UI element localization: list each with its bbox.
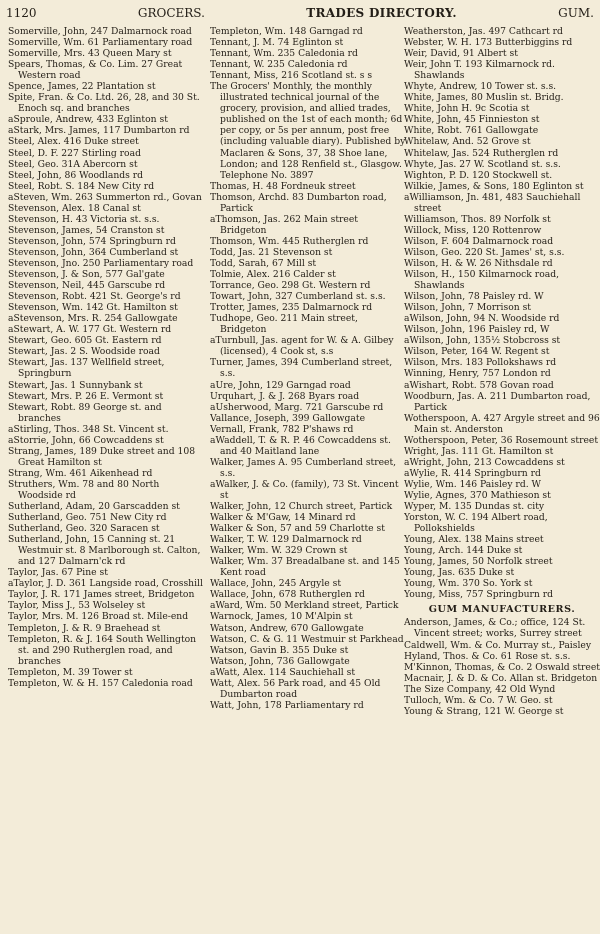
directory-entry: Wylie, Agnes, 370 Mathieson st [404, 489, 551, 501]
directory-entry: Stevenson, Robt. 421 St. George's rd [8, 291, 181, 303]
directory-entry: Weatherston, Jas. 497 Cathcart rd [404, 26, 563, 37]
directory-entry: Templeton, Wm. 148 Garngad rd [210, 26, 363, 37]
directory-entry: Stewart, Robt. 89 George st. and branches [8, 401, 162, 424]
directory-entry: Stevenson, John, 364 Cumberland st [8, 246, 179, 258]
directory-entry: Warnock, James, 10 M'Alpin st [210, 611, 353, 623]
directory-entry: aSteven, Wm. 263 Summerton rd., Govan [8, 191, 202, 203]
directory-entry: Somerville, Mrs. 43 Queen Mary st [8, 48, 172, 60]
gum-manufacturer-entry: Caldwell, Wm. & Co. Murray st., Paisley [404, 639, 592, 651]
directory-entry: Strang, James, 189 Duke street and 108 Great Hamilton st [8, 445, 196, 468]
gum-manufacturer-entry: Anderson, James, & Co.; office, 124 St. Vincent street; works, Surrey street [404, 617, 586, 640]
directory-entry: aUsherwood, Marg. 721 Garscube rd [210, 401, 384, 413]
directory-entry: Steel, D. F. 227 Stirling road [8, 147, 141, 159]
directory-entry: Watt, Alex. 56 Park road, and 45 Old Dumbarton road [210, 677, 381, 700]
directory-entry: Watt, John, 178 Parliamentary rd [210, 699, 364, 711]
directory-entry: aWylie, R. 414 Springburn rd [404, 467, 541, 479]
section-heading: GUM MANUFACTURERS. [428, 604, 576, 616]
directory-entry: Wright, Jas. 111 Gt. Hamilton st [404, 445, 554, 457]
directory-entry: Stewart, Mrs. P. 26 E. Vermont st [8, 390, 164, 402]
directory-entry: Watson, Gavin B. 355 Duke st [210, 644, 349, 656]
directory-entry: Wilkie, James, & Sons, 180 Eglinton st [404, 180, 584, 192]
directory-entry: Somerville, Wm. 61 Parliamentary road [8, 37, 193, 49]
directory-entry: Sutherland, Geo. 751 New City rd [8, 512, 167, 524]
directory-entry: Stevenson, Jno. 250 Parliamentary road [8, 257, 194, 269]
directory-entry: Young, James, 50 Norfolk street [404, 556, 553, 568]
directory-entry: Stevenson, Alex. 18 Canal st [8, 202, 141, 214]
directory-entry: Watson, John, 736 Gallowgate [210, 655, 350, 667]
directory-entry: Winning, Henry, 757 London rd [404, 368, 551, 380]
directory-entry: aStevenson, Mrs. R. 254 Gallowgate [8, 313, 178, 325]
directory-entry: Walker & Son, 57 and 59 Charlotte st [210, 523, 385, 535]
directory-entry: aWilson, John, 135½ Stobcross st [404, 335, 561, 347]
directory-entry: Wilson, John, 7 Morrison st [404, 302, 531, 314]
directory-entry: Stewart, Jas. 1 Sunnybank st [8, 379, 143, 391]
directory-entry: Somerville, John, 247 Dalmarnock road [8, 26, 192, 37]
directory-entry: Walker, James A. 95 Cumberland street, s.s. [210, 456, 397, 479]
directory-entry: Whyte, Andrew, 10 Tower st. s.s. [404, 81, 557, 93]
directory-entry: Wilson, F. 604 Dalmarnock road [404, 235, 554, 247]
directory-entry: aStorrie, John, 66 Cowcaddens st [8, 434, 164, 446]
gum-manufacturer-entry: The Size Company, 42 Old Wynd [404, 683, 556, 695]
directory-entry: aWatt, Alex. 114 Sauchiehall st [210, 666, 356, 678]
directory-entry: Whitelaw, Jas. 524 Rutherglen rd [404, 147, 559, 159]
directory-entry: Stevenson, H. 43 Victoria st. s.s. [8, 213, 160, 225]
directory-entry: Urquhart, J. & J. 268 Byars road [210, 390, 360, 402]
directory-entry: Wilson, John, 196 Paisley rd, W [404, 324, 550, 336]
directory-entry: Templeton, M. 39 Tower st [8, 666, 133, 678]
directory-entry: Wilson, Peter, 164 W. Regent st [404, 346, 550, 358]
gum-manufacturer-entry: M'Kinnon, Thomas, & Co. 2 Oswald street [404, 661, 600, 673]
directory-entry: White, James, 80 Muslin st. Bridg. [404, 92, 564, 104]
directory-entry: Templeton, W. & H. 157 Caledonia road [8, 677, 193, 689]
directory-entry: Trotter, James, 235 Dalmarnock rd [210, 302, 373, 314]
directory-entry: Weir, John T. 193 Kilmarnock rd. Shawlands [404, 59, 555, 82]
directory-entry: aTaylor, J. D. 361 Langside road, Crosshill [8, 578, 203, 590]
directory-entry: aWilson, John, 94 N. Woodside rd [404, 313, 560, 325]
directory-entry: Whyte, Jas. 27 W. Scotland st. s.s. [404, 158, 561, 170]
directory-entry: Thomas, H. 48 Fordneuk street [210, 180, 356, 192]
directory-entry: Struthers, Wm. 78 and 80 North Woodside rd [8, 478, 160, 501]
gum-manufacturer-entry: Hyland, Thos. & Co. 61 Rose st. s.s. [404, 650, 571, 662]
directory-entry: Taylor, Mrs. M. 126 Broad st. Mile-end [8, 611, 189, 623]
directory-entry: aWalker, J. & Co. (family), 73 St. Vincent st [210, 478, 399, 501]
directory-entry: Woodburn, Jas. A. 211 Dumbarton road, Partick [404, 390, 591, 413]
directory-entry: Steel, John, 86 Woodlands rd [8, 169, 144, 181]
directory-entry: aStirling, Thos. 348 St. Vincent st. [8, 423, 169, 435]
directory-entry: aThomson, Jas. 262 Main street Bridgeton [210, 213, 358, 236]
gum-manufacturer-entry: Young & Strang, 121 W. George st [404, 705, 564, 717]
directory-entry: Wotherspoon, A. 427 Argyle street and 96 Main st. Anderston [404, 412, 600, 435]
directory-entry: Walker & M'Gaw, 14 Minard rd [210, 512, 356, 524]
directory-entry: Stewart, Jas. 2 S. Woodside road [8, 346, 160, 358]
directory-entry: Watson, C. & G. 11 Westmuir st Parkhead [210, 633, 404, 645]
directory-entry: Steel, Alex. 416 Duke street [8, 136, 139, 148]
directory-entry: aUre, John, 129 Garngad road [210, 379, 351, 391]
directory-entry: aWaddell, T. & R. P. 46 Cowcaddens st. and 40 Maitland lane [210, 434, 391, 457]
directory-entry: Weir, David, 91 Albert st [404, 48, 518, 60]
directory-entry: Willock, Miss, 120 Rottenrow [404, 224, 542, 236]
column-2 [210, 26, 406, 926]
directory-entry: Taylor, J. R. 171 James street, Bridgeton [8, 589, 195, 601]
directory-entry: Stevenson, John, 574 Springburn rd [8, 235, 176, 247]
page-number: 1120 [6, 6, 37, 20]
directory-entry: aStark, Mrs. James, 117 Dumbarton rd [8, 125, 190, 137]
directory-entry: Whitelaw, And. 52 Grove st [404, 136, 531, 148]
directory-entry: Stewart, Jas. 137 Wellfield street, Springburn [8, 357, 165, 380]
directory-entry: White, John, 45 Finnieston st [404, 114, 540, 126]
directory-entry: Sutherland, John, 15 Canning st. 21 Westmuir st. 8 Marlborough st. Calton, and 127 Dalmarn'ck rd [8, 534, 201, 568]
directory-entry: Young, Wm. 370 So. York st [404, 578, 533, 590]
directory-entry: Tennant, J. M. 74 Eglinton st [210, 37, 344, 49]
directory-entry: Vernall, Frank, 782 P'shaws rd [210, 423, 354, 435]
directory-entry: aWishart, Robt. 578 Govan road [404, 379, 554, 391]
directory-entry: Templeton, R. & J. 164 South Wellington st. and 290 Rutherglen road, and branches [8, 633, 197, 667]
directory-entry: Wighton, P. D. 120 Stockwell st. [404, 169, 553, 181]
directory-entry: Steel, Geo. 31A Abercorn st [8, 158, 138, 170]
directory-entry: Sutherland, Geo. 320 Saracen st [8, 523, 160, 535]
directory-entry: Sutherland, Adam, 20 Garscadden st [8, 501, 180, 513]
directory-entry: Steel, Robt. S. 184 New City rd [8, 180, 155, 192]
directory-entry: Spite, Fran. & Co. Ltd. 26, 28, and 30 St. Enoch sq. and branches [8, 92, 200, 115]
directory-entry: Walker, T. W. 129 Dalmarnock rd [210, 534, 362, 546]
column-3 [404, 26, 600, 926]
directory-entry: Stevenson, Wm. 142 Gt. Hamilton st [8, 302, 178, 314]
directory-entry: aSproule, Andrew, 433 Eglinton st [8, 114, 168, 126]
directory-entry: Walker, Wm. W. 329 Crown st [210, 545, 348, 557]
directory-entry: aWard, Wm. 50 Merkland street, Partick [210, 600, 399, 612]
directory-entry: aWright, John, 213 Cowcaddens st [404, 456, 565, 468]
directory-entry: Yorston, W. C. 194 Albert road, Pollokshields [404, 512, 548, 535]
directory-entry: Spears, Thomas, & Co. Lim. 27 Great Western road [8, 59, 183, 82]
directory-entry: Young, Miss, 757 Springburn rd [404, 589, 554, 601]
running-head-left: GROCERS. [137, 6, 205, 20]
directory-entry: Young, Arch. 144 Duke st [404, 545, 523, 557]
directory-entry: Wallace, John, 678 Rutherglen rd [210, 589, 365, 601]
directory-entry: Towart, John, 327 Cumberland st. s.s. [210, 291, 386, 303]
directory-entry: Tudhope, Geo. 211 Main street, Bridgeton [210, 313, 358, 336]
gum-manufacturer-entry: Macnair, J. & D. & Co. Allan st. Bridgeton [404, 672, 598, 684]
directory-title: TRADES DIRECTORY. [306, 6, 457, 20]
directory-entry: The Grocers' Monthly, the monthly illustrated technical journal of the grocery, provision, and allied trades, published on the 1st of each month; 6d per copy, or 5s per annum, post free (including valuable diary). Published by Maclaren & Sons, 37, 38 Shoe lane, London; and 128 Renfield st., Glasgow. Telephone No. 3897 [210, 81, 406, 181]
directory-entry: Walker, John, 12 Church street, Partick [210, 501, 393, 513]
directory-entry: Taylor, Miss J., 53 Wolseley st [8, 600, 146, 612]
directory-entry: Thomson, Wm. 445 Rutherglen rd [210, 235, 369, 247]
directory-entry: Turner, James, 394 Cumberland street, s.s. [210, 357, 393, 380]
directory-entry: Wilson, John, 78 Paisley rd. W [404, 291, 544, 303]
gum-manufacturers-section [404, 603, 600, 716]
directory-entry: Stewart, Geo. 605 Gt. Eastern rd [8, 335, 162, 347]
page-header [6, 6, 594, 24]
column-1 [8, 26, 204, 926]
directory-entry: Wallace, John, 245 Argyle st [210, 578, 342, 590]
directory-entry: Tennant, Wm. 235 Caledonia rd [210, 48, 358, 60]
directory-entry: Taylor, Jas. 67 Pine st [8, 567, 108, 579]
directory-entry: Webster, W. H. 173 Butterbiggins rd [404, 37, 573, 49]
directory-entry: Strang, Wm. 461 Aikenhead rd [8, 467, 153, 479]
directory-entry: White, Robt. 761 Gallowgate [404, 125, 539, 137]
directory-entry: Stevenson, J. & Son, 577 Gal'gate [8, 269, 165, 281]
directory-entry: Wylie, Wm. 146 Paisley rd. W [404, 478, 541, 490]
directory-entry: Williamson, Thos. 89 Norfolk st [404, 213, 551, 225]
directory-entry: Torrance, Geo. 298 Gt. Western rd [210, 280, 371, 292]
directory-entry: Young, Alex. 138 Mains street [404, 534, 544, 546]
directory-entry: Tennant, Miss, 216 Scotland st. s s [210, 70, 373, 82]
directory-entry: Wotherspoon, Peter, 36 Rosemount street [404, 434, 599, 446]
gum-manufacturer-entry: Tulloch, Wm. & Co. 7 W. Geo. st [404, 694, 553, 706]
directory-entry: Thomson, Archd. 83 Dumbarton road, Partick [210, 191, 387, 214]
directory-entry: Wyper, M. 135 Dundas st. city [404, 501, 545, 513]
directory-entry: Todd, Jas. 21 Stevenson st [210, 246, 333, 258]
directory-entry: Stevenson, James, 54 Cranston st [8, 224, 165, 236]
directory-entry: Tennant, W. 235 Caledonia rd [210, 59, 348, 71]
directory-entry: Spence, James, 22 Plantation st [8, 81, 156, 93]
running-head-right: GUM. [558, 6, 594, 20]
directory-entry: Templeton, J. & R. 9 Braehead st [8, 622, 161, 634]
directory-entry: Stevenson, Neil, 445 Garscube rd [8, 280, 166, 292]
directory-entry: White, John H. 9c Scotia st [404, 103, 530, 115]
directory-entry: Walker, Wm. 37 Breadalbane st. and 145 Kent road [210, 556, 400, 579]
directory-entry: aTurnbull, Jas. agent for W. & A. Gilbey (licensed), 4 Cook st, s.s [210, 335, 394, 358]
directory-entry: Young, Jas. 635 Duke st [404, 567, 515, 579]
directory-entry: aWilliamson, Jn. 481, 483 Sauchiehall street [404, 191, 581, 214]
directory-entry: Wilson, Mrs. 183 Pollokshaws rd [404, 357, 557, 369]
directory-entry: Watson, Andrew, 670 Gallowgate [210, 622, 364, 634]
directory-entry: Wilson, H., 150 Kilmarnock road, Shawlands [404, 269, 559, 292]
directory-entry: Tolmie, Alex. 216 Calder st [210, 269, 336, 281]
directory-entry: Todd, Sarah, 67 Mill st [210, 257, 317, 269]
directory-entry: aStewart, A. W. 177 Gt. Western rd [8, 324, 172, 336]
directory-entry: Vallance, Joseph, 399 Gallowgate [210, 412, 366, 424]
directory-entry: Wilson, Geo. 220 St. James' st, s.s. [404, 246, 565, 258]
directory-entry: Wilson, H. & W. 26 Nithsdale rd [404, 257, 553, 269]
